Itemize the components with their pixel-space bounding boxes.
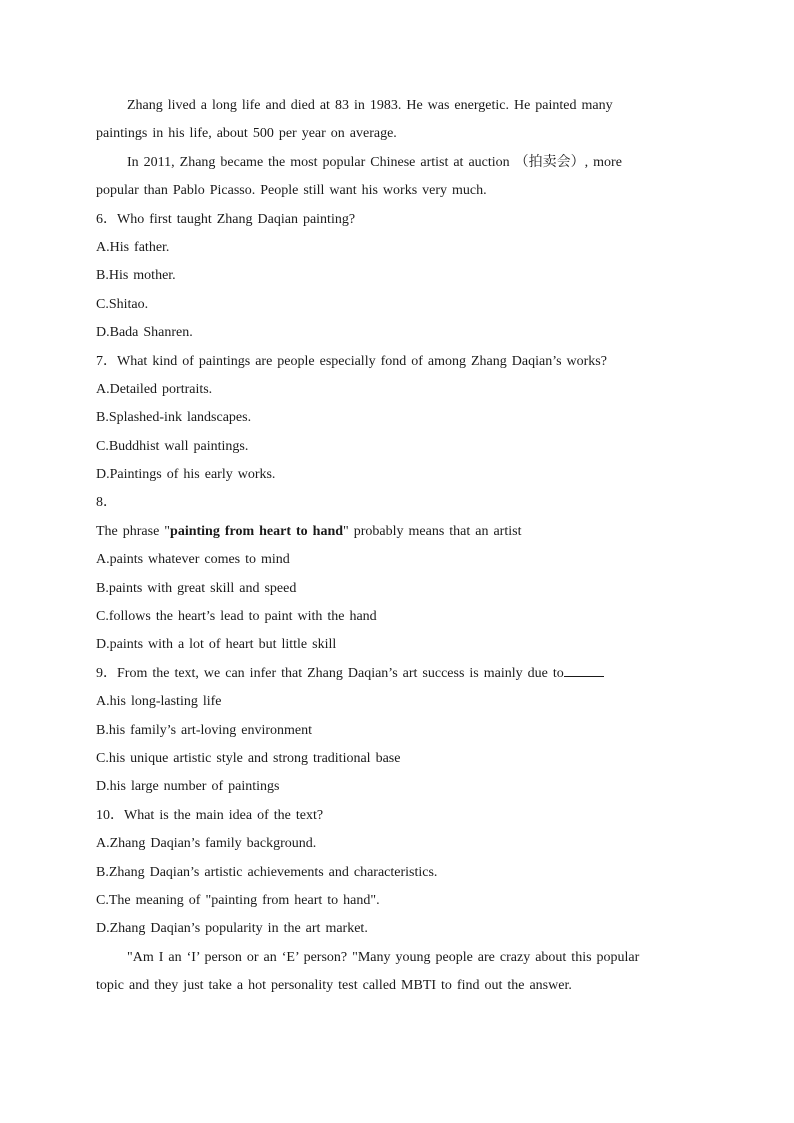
question-10-option-a: A.Zhang Daqian’s family background. [96,836,317,852]
passage-paragraph-2-line-2: popular than Pablo Picasso. People still want his works very much. [96,183,487,199]
question-8-option-c: C.follows the heart’s lead to paint with the hand [96,609,377,625]
passage-paragraph-1-line-1: Zhang lived a long life and died at 83 in 1983. He was energetic. He painted many [127,98,613,113]
question-8-stem-bold-phrase: painting from heart to hand [170,523,344,539]
passage-paragraph-2-line-1: In 2011, Zhang became the most popular Chinese artist at auction （拍卖会）, more [127,154,622,170]
question-6-option-b: B.His mother. [96,268,176,284]
question-10-option-d: D.Zhang Daqian’s popularity in the art market. [96,921,368,937]
passage-paragraph-1-line-2: paintings in his life, about 500 per year on average. [96,126,397,142]
answer-blank [564,663,604,677]
document-page [96,92,696,1001]
question-10-stem: 10．What is the main idea of the text? [96,807,324,823]
question-8-option-b: B.paints with great skill and speed [96,580,297,596]
question-10-option-c: C.The meaning of "painting from heart to hand". [96,892,380,908]
question-9-option-b: B.his family’s art-loving environment [96,722,313,738]
question-9-stem-line [96,660,696,688]
question-6-option-d: D.Bada Shanren. [96,325,193,341]
question-8-option-d: D.paints with a lot of heart but little skill [96,637,337,653]
passage-2-line-2: topic and they just take a hot personality test called MBTI to find out the answer. [96,978,572,994]
question-9-option-d: D.his large number of paintings [96,779,280,795]
question-8-stem-after: " probably means that an artist [343,523,522,539]
passage-2-line-1: "Am I an ‘I’ person or an ‘E’ person? "Many young people are crazy about this popular [127,949,640,965]
question-7-option-b: B.Splashed-ink landscapes. [96,410,252,426]
question-6-option-a: A.His father. [96,239,170,255]
question-10-option-b: B.Zhang Daqian’s artistic achievements and characteristics. [96,864,438,880]
question-7-option-a: A.Detailed portraits. [96,381,213,397]
question-6-option-c: C.Shitao. [96,296,149,312]
question-8-option-a: A.paints whatever comes to mind [96,552,290,568]
question-9-option-a: A.his long-lasting life [96,694,222,710]
question-8-stem-before: The phrase " [96,523,171,539]
question-8-number: 8． [96,495,117,511]
question-6-stem: 6．Who first taught Zhang Daqian painting? [96,211,356,227]
question-9-option-c: C.his unique artistic style and strong traditional base [96,750,401,766]
question-7-option-d: D.Paintings of his early works. [96,467,276,483]
question-7-option-c: C.Buddhist wall paintings. [96,438,249,454]
question-8-stem [96,518,696,546]
question-7-stem: 7．What kind of paintings are people especially fond of among Zhang Daqian’s works? [96,353,607,369]
question-9-stem: 9．From the text, we can infer that Zhang Daqian’s art success is mainly due to [96,665,564,681]
